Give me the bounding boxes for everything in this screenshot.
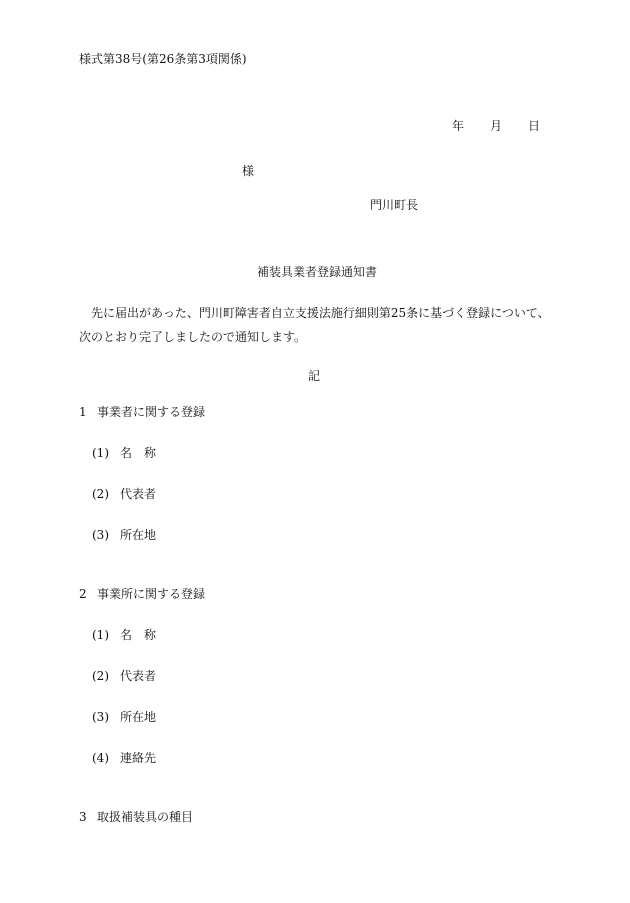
section-title: 事業所に関する登録 bbox=[97, 587, 206, 601]
issuer-name: 門川町長 bbox=[370, 198, 419, 212]
item-label: 所在地 bbox=[120, 710, 157, 724]
list-item bbox=[92, 709, 156, 725]
item-label: 名 称 bbox=[120, 628, 157, 642]
list-item bbox=[92, 527, 156, 543]
section-number: 3 bbox=[79, 810, 87, 824]
section-heading bbox=[79, 404, 205, 420]
item-number: (2) bbox=[92, 487, 109, 501]
item-label: 所在地 bbox=[120, 528, 157, 542]
item-label: 連絡先 bbox=[120, 751, 157, 765]
item-number: (1) bbox=[92, 628, 109, 642]
section-number: 1 bbox=[79, 405, 87, 419]
list-item bbox=[92, 486, 156, 502]
list-item bbox=[92, 750, 156, 766]
list-item bbox=[92, 627, 156, 643]
item-number: (2) bbox=[92, 669, 109, 683]
document-title: 補装具業者登録通知書 bbox=[257, 265, 378, 279]
form-number: 様式第38号(第26条第3項関係) bbox=[79, 52, 247, 66]
date-line bbox=[452, 118, 540, 134]
section-title: 事業者に関する登録 bbox=[97, 405, 206, 419]
item-number: (3) bbox=[92, 528, 109, 542]
section-title: 取扱補装具の種目 bbox=[97, 810, 194, 824]
item-number: (3) bbox=[92, 710, 109, 724]
body-text: 先に届出があった、門川町障害者自立支援法施行細則第25条に基づく登録について、次のとおり完了しましたので通知します。 bbox=[79, 306, 550, 344]
item-label: 名 称 bbox=[120, 446, 157, 460]
list-item bbox=[92, 445, 156, 461]
item-number: (4) bbox=[92, 751, 109, 765]
section-number: 2 bbox=[79, 587, 87, 601]
recipient-honorific: 様 bbox=[242, 164, 255, 178]
list-item bbox=[92, 668, 156, 684]
item-label: 代表者 bbox=[120, 669, 157, 683]
date-month: 月 bbox=[490, 119, 503, 133]
section-heading bbox=[79, 809, 193, 825]
section-heading bbox=[79, 586, 205, 602]
date-day: 日 bbox=[528, 119, 541, 133]
date-year: 年 bbox=[452, 119, 465, 133]
item-number: (1) bbox=[92, 446, 109, 460]
item-label: 代表者 bbox=[120, 487, 157, 501]
ki-marker: 記 bbox=[308, 369, 321, 383]
